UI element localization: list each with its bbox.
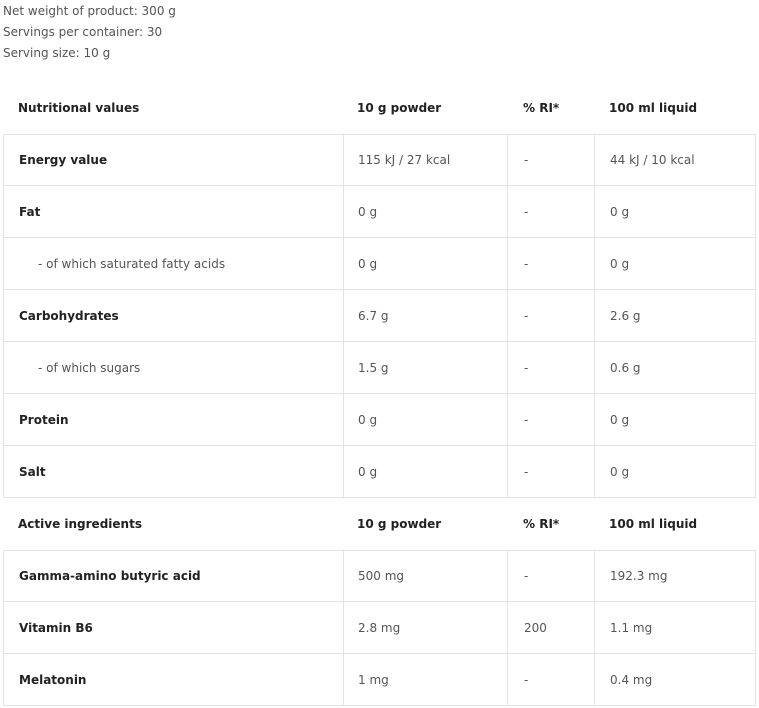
servings-text: Servings per container: 30 xyxy=(3,25,163,39)
row-ri-value: 200 xyxy=(508,602,595,653)
row-name: - of which saturated fatty acids xyxy=(4,238,344,289)
row-powder-value: 1 mg xyxy=(344,654,508,705)
row-powder-value: 0 g xyxy=(344,186,508,237)
row-liquid-value: 44 kJ / 10 kcal xyxy=(610,153,695,167)
row-ri-value: - xyxy=(508,290,595,341)
table-row xyxy=(3,550,756,602)
row-powder-value: 1.5 g xyxy=(344,342,508,393)
row-ri-value: - xyxy=(508,394,595,445)
row-name: Energy value xyxy=(4,135,344,185)
row-liquid-value: 1.1 mg xyxy=(610,620,653,635)
row-ri-value: - xyxy=(508,135,595,185)
row-name: Melatonin xyxy=(4,654,344,705)
header-liquid: 100 ml liquid xyxy=(609,101,698,115)
row-liquid-value: 0.6 g xyxy=(610,360,641,375)
active-header-row xyxy=(3,498,756,550)
table-row xyxy=(3,394,756,446)
product-info xyxy=(3,1,176,64)
table-row xyxy=(3,654,756,706)
row-powder-value: 0 g xyxy=(344,394,508,445)
table-row xyxy=(3,134,756,186)
row-liquid-value: 0 g xyxy=(610,464,630,479)
table-row xyxy=(3,446,756,498)
table-row xyxy=(3,238,756,290)
row-ri-value: - xyxy=(508,342,595,393)
row-ri-value: - xyxy=(508,551,595,601)
row-liquid-value: 0.4 mg xyxy=(610,672,653,687)
row-name: Protein xyxy=(4,394,344,445)
row-powder-value: 500 mg xyxy=(344,551,508,601)
row-liquid-value: 0 g xyxy=(610,204,630,219)
nutrition-table xyxy=(3,82,756,706)
row-ri-value: - xyxy=(508,654,595,705)
table-row xyxy=(3,290,756,342)
header-active-ingredients: Active ingredients xyxy=(18,517,142,531)
header-liquid: 100 ml liquid xyxy=(609,517,698,531)
net-weight-text: Net weight of product: 300 g xyxy=(3,4,176,18)
row-name: Vitamin B6 xyxy=(4,602,344,653)
row-name: Gamma-amino butyric acid xyxy=(4,551,344,601)
row-liquid-value: 0 g xyxy=(610,256,630,271)
serving-size-text: Serving size: 10 g xyxy=(3,46,111,60)
row-powder-value: 0 g xyxy=(344,446,508,497)
row-ri-value: - xyxy=(508,446,595,497)
row-powder-value: 115 kJ / 27 kcal xyxy=(344,135,508,185)
header-powder: 10 g powder xyxy=(357,101,442,115)
row-name: - of which sugars xyxy=(4,342,344,393)
row-ri-value: - xyxy=(508,186,595,237)
table-row xyxy=(3,186,756,238)
row-powder-value: 0 g xyxy=(344,238,508,289)
table-row xyxy=(3,342,756,394)
header-nutritional-values: Nutritional values xyxy=(18,101,140,115)
row-name: Carbohydrates xyxy=(4,290,344,341)
header-ri: % RI* xyxy=(523,101,560,115)
row-liquid-value: 0 g xyxy=(610,412,630,427)
header-powder: 10 g powder xyxy=(357,517,442,531)
row-ri-value: - xyxy=(508,238,595,289)
row-name: Fat xyxy=(4,186,344,237)
nutrition-header-row xyxy=(3,82,756,134)
row-name: Salt xyxy=(4,446,344,497)
row-powder-value: 6.7 g xyxy=(344,290,508,341)
table-row xyxy=(3,602,756,654)
row-powder-value: 2.8 mg xyxy=(344,602,508,653)
row-liquid-value: 192.3 mg xyxy=(610,569,668,583)
header-ri: % RI* xyxy=(523,517,560,531)
row-liquid-value: 2.6 g xyxy=(610,308,641,323)
